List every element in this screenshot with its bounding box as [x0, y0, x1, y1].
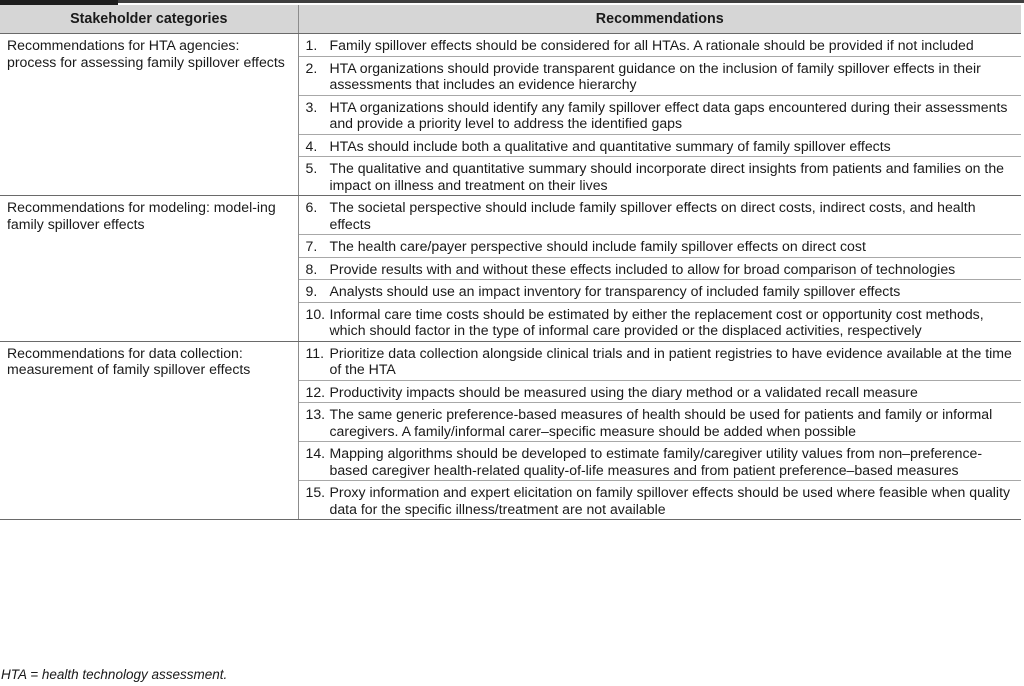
stakeholder-category-cell: Recommendations for HTA agencies: process for assessing family spillover effects [0, 34, 298, 196]
table-row [0, 196, 1021, 235]
stakeholder-category-cell: Recommendations for modeling: model-ing family spillover effects [0, 196, 298, 342]
recommendation-cell [298, 157, 1021, 196]
recommendation-item [306, 99, 1016, 132]
recommendation-text: Productivity impacts should be measured using the diary method or a validated recall measure [329, 383, 918, 400]
recommendation-text: Proxy information and expert elicitation on family spillover effects should be used where feasible when quality data for the specific illness/treatment are not available [329, 484, 1011, 517]
table-row [0, 34, 1021, 57]
table-header-row [0, 5, 1021, 34]
recommendation-item [306, 345, 1016, 378]
table-row [0, 341, 1021, 380]
recommendation-text: HTA organizations should identify any family spillover effect data gaps encountered during their assessments and provide a priority level to address the identified gaps [329, 98, 1008, 131]
recommendation-cell [298, 56, 1021, 95]
recommendation-item [306, 445, 1016, 478]
recommendation-item [306, 306, 1016, 339]
recommendation-cell [298, 235, 1021, 258]
recommendation-item [306, 60, 1016, 93]
recommendation-number: 10. [305, 305, 326, 322]
header-recommendations: Recommendations [298, 5, 1021, 34]
recommendation-number: 1. [305, 37, 318, 53]
recommendation-cell [298, 302, 1021, 341]
recommendation-item [306, 238, 1016, 255]
recommendation-number: 14. [305, 445, 326, 461]
recommendation-cell [298, 481, 1021, 520]
recommendation-cell [298, 403, 1021, 442]
recommendation-cell [298, 95, 1021, 134]
recommendation-text: Mapping algorithms should be developed to estimate family/caregiver utility values from non–preference-based caregiver health-related quality-of-life measures and from patient preference–based measures [329, 445, 983, 478]
recommendation-cell [298, 442, 1021, 481]
recommendation-cell [298, 134, 1021, 157]
recommendation-cell [298, 341, 1021, 380]
recommendation-number: 12. [305, 383, 326, 400]
recommendation-text: The health care/payer perspective should include family spillover effects on direct cost [329, 238, 866, 254]
recommendation-item [306, 484, 1016, 517]
recommendation-number: 5. [305, 160, 318, 176]
header-stakeholder-categories: Stakeholder categories [0, 5, 298, 34]
recommendation-number: 6. [305, 199, 318, 215]
recommendation-item [306, 261, 1016, 278]
recommendation-number: 11. [305, 344, 325, 361]
recommendation-number: 4. [305, 137, 318, 154]
recommendation-item [306, 37, 1016, 54]
recommendation-item [306, 406, 1016, 439]
recommendation-text: Informal care time costs should be estimated by either the replacement cost or opportunity cost methods, which should factor in the type of informal care provided or the displaced activities, respectively [329, 305, 984, 338]
recommendation-cell [298, 196, 1021, 235]
recommendation-text: Family spillover effects should be considered for all HTAs. A rationale should be provided if not included [329, 37, 974, 53]
recommendation-cell [298, 380, 1021, 403]
recommendation-text: Analysts should use an impact inventory for transparency of included family spillover effects [329, 283, 901, 299]
recommendation-text: HTAs should include both a qualitative and quantitative summary of family spillover effects [329, 137, 891, 154]
recommendation-number: 3. [305, 98, 318, 115]
recommendation-cell [298, 257, 1021, 280]
recommendation-text: Provide results with and without these effects included to allow for broad comparison of technologies [329, 260, 956, 277]
recommendation-cell [298, 280, 1021, 303]
recommendation-text: The same generic preference-based measures of health should be used for patients and family or informal caregivers. A family/informal carer–specific measure should be added when possible [329, 406, 993, 439]
recommendation-number: 7. [305, 238, 318, 254]
recommendation-number: 15. [305, 484, 326, 500]
recommendation-text: Prioritize data collection alongside clinical trials and in patient registries to have evidence available at the time of the HTA [329, 344, 1012, 377]
recommendation-number: 8. [305, 260, 318, 277]
stakeholder-category-cell: Recommendations for data collection: measurement of family spillover effects [0, 341, 298, 520]
recommendation-number: 13. [305, 406, 326, 422]
recommendation-item [306, 283, 1016, 300]
recommendation-text: The societal perspective should include family spillover effects on direct costs, indirect costs, and health effects [329, 199, 976, 232]
recommendation-item [306, 384, 1016, 401]
recommendations-table [0, 5, 1021, 520]
recommendation-cell [298, 34, 1021, 57]
recommendation-text: The qualitative and quantitative summary should incorporate direct insights from patients and families on the impact on illness and treatment on their lives [329, 160, 1005, 193]
recommendation-text: HTA organizations should provide transparent guidance on the inclusion of family spillover effects in their assessments that includes an evidence hierarchy [329, 59, 981, 92]
recommendation-item [306, 138, 1016, 155]
recommendation-number: 2. [305, 59, 318, 76]
recommendation-item [306, 160, 1016, 193]
recommendation-number: 9. [305, 283, 318, 299]
top-rule [0, 0, 1024, 3]
table-footnote: HTA = health technology assessment. [1, 667, 228, 682]
recommendation-item [306, 199, 1016, 232]
